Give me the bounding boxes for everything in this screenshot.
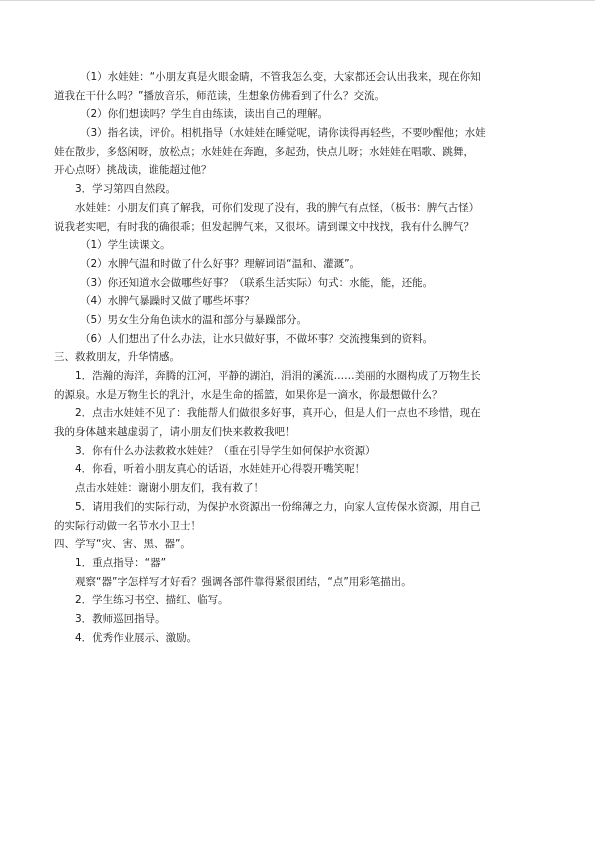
- text-line: （3）指名读，评价。相机指导（水娃娃在睡觉呢，请你读得再轻些，不要吵醒他；水娃: [80, 127, 486, 140]
- page-top-border: [0, 0, 595, 1]
- text-line: 4．优秀作业展示、激励。: [75, 631, 198, 644]
- section-heading: 三、救救朋友，升华情感。: [54, 351, 180, 364]
- text-line: 说我老实吧，有时我的确很乖；但发起脾气来，又很坏。请到课文中找找，我有什么脾气？: [54, 220, 474, 233]
- text-line: 观察“器”字怎样写才好看？强调各部件靠得紧很团结，“点”用彩笔描出。: [75, 575, 412, 588]
- text-line: （5）男女生分角色读水的温和部分与暴躁部分。: [80, 313, 308, 326]
- section-heading: 四、学写“灾、害、黑、器”。: [54, 538, 191, 551]
- text-line: 5．请用我们的实际行动，为保护水资源出一份绵薄之力，向家人宣传保水资源，用自己: [75, 500, 481, 513]
- text-line: 3．你有什么办法救救水娃娃？（重在引导学生如何保护水资源）: [75, 444, 376, 457]
- document-page: [54, 68, 541, 647]
- text-line: 2．学生练习书空、描红、临写。: [75, 594, 229, 607]
- text-line: （1）学生读课文。: [80, 239, 171, 252]
- text-line: 水娃娃：小朋友们真了解我，可你们发现了没有，我的脾气有点怪，（板书：脾气古怪）: [75, 201, 480, 214]
- text-line: （3）你还知道水会做哪些好事？（联系生活实际）句式：水能，能，还能。: [80, 276, 434, 289]
- text-line: （2）你们想读吗？学生自由练读，读出自己的理解。: [80, 108, 329, 121]
- text-line: 我的身体越来越虚弱了，请小朋友们快来救救我吧！: [54, 426, 296, 439]
- text-line: 1．重点指导：“器”: [75, 556, 167, 569]
- text-line: 3．教师巡回指导。: [75, 612, 166, 625]
- text-line: 3．学习第四自然段。: [75, 183, 177, 196]
- text-line: （2）水脾气温和时做了什么好事？理解词语“温和、灌溉”。: [80, 257, 361, 270]
- text-line: 娃在散步，多悠闲呀，放松点；水娃娃在奔跑，多起劲，快点儿呀；水娃娃在唱歌、跳舞，: [54, 145, 474, 158]
- text-line: 1．浩瀚的海洋，奔腾的江河，平静的湖泊，涓涓的溪流……美丽的水圈构成了万物生长: [75, 370, 481, 382]
- text-line: （4）水脾气暴躁时又做了哪些坏事？: [80, 295, 255, 308]
- text-line: 道我在干什么吗？”播放音乐，师范读，生想象仿佛看到了什么？交流。: [54, 89, 385, 102]
- text-line: 开心点呀）挑战读，谁能超过他？: [54, 164, 212, 177]
- text-line: （6）人们想出了什么办法，让水只做好事，不做坏事？交流搜集到的资料。: [80, 332, 434, 345]
- text-line: 的源泉。水是万物生长的乳汁，水是生命的摇篮，如果你是一滴水，你最想做什么？: [54, 388, 443, 401]
- text-line: 2．点击水娃娃不见了：我能帮人们做很多好事，真开心，但是人们一点也不珍惜，现在: [75, 407, 481, 420]
- text-line: 4．你看，听着小朋友真心的话语，水娃娃开心得裂开嘴笑呢！: [75, 463, 366, 476]
- text-line: （1）水娃娃：“小朋友真是火眼金睛，不管我怎么变，大家都还会认出我来，现在你知: [80, 71, 481, 83]
- text-line: 点击水娃娃：谢谢小朋友们，我有救了！: [75, 482, 264, 495]
- text-line: 的实际行动做一名节水小卫士！: [54, 519, 201, 532]
